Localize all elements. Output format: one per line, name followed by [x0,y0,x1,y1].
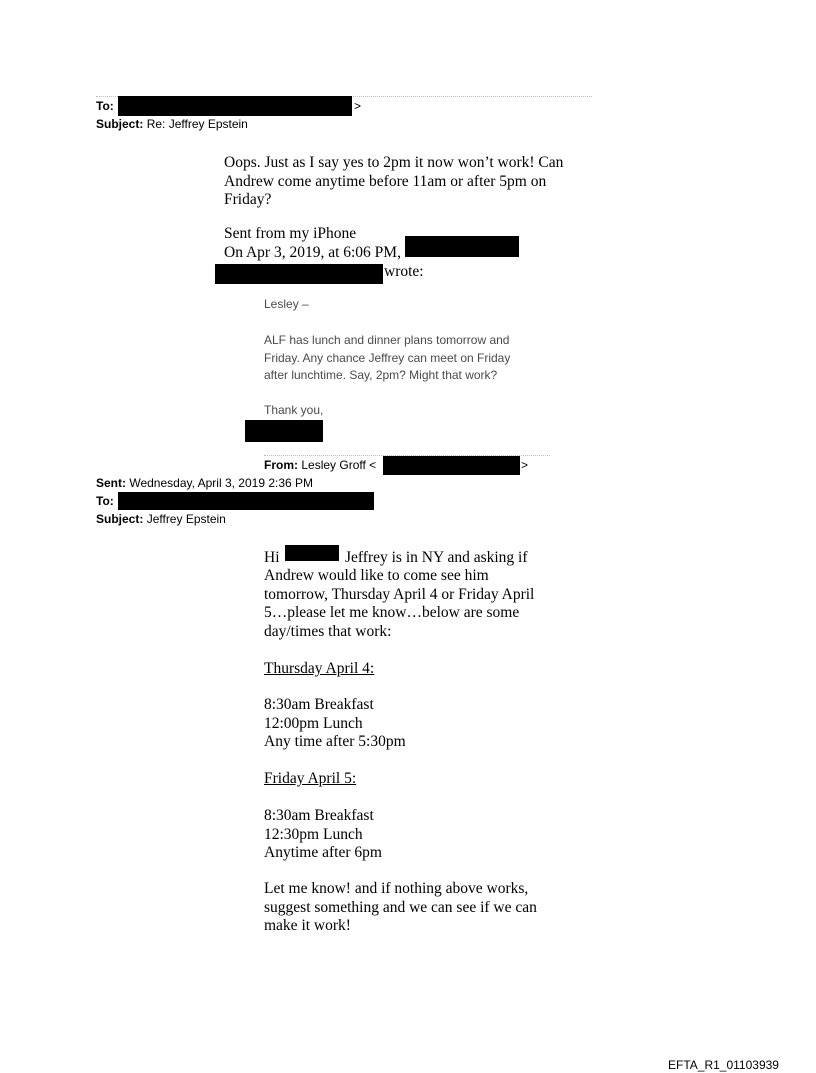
schedule-item: Anytime after 6pm [264,844,382,861]
subject-value: Re: Jeffrey Epstein [146,117,248,131]
reply-line: Friday? [224,191,272,208]
quoted-greeting: Lesley – [264,297,309,311]
from-line [264,458,376,472]
subject-value-2: Jeffrey Epstein [146,512,226,526]
quoted-line: after lunchtime. Say, 2pm? Might that work? [264,368,498,382]
reply-line: Oops. Just as I say yes to 2pm it now won’t work! Can [224,154,564,171]
redacted-signature [245,420,323,442]
intro-rest: Jeffrey is in NY and asking if [345,549,528,566]
quoted-line: Friday. Any chance Jeffrey can meet on Friday [264,350,511,365]
intro-body [264,567,534,641]
quoted-line: ALF has lunch and dinner plans tomorrow and [264,333,510,347]
friday-heading: Friday April 5: [264,770,357,787]
redacted-addressee [285,545,339,561]
schedule-item: 8:30am Breakfast [264,807,374,824]
redacted-to-2 [118,492,374,510]
closing-line: make it work! [264,917,351,934]
reply-body [224,154,563,210]
subject-label-2: Subject: [96,512,144,526]
subject-line [96,117,248,131]
schedule-item: 12:30pm Lunch [264,825,363,843]
document-id: EFTA_R1_01103939 [668,1058,779,1072]
sent-value: Wednesday, April 3, 2019 2:36 PM [129,476,314,490]
from-label: From: [264,458,298,472]
to-label-2: To: [96,494,114,508]
subject-label: Subject: [96,117,144,131]
closing-line: suggest something and we can see if we can [264,898,537,916]
wrote-label: wrote: [384,263,424,280]
schedule-item: 12:00pm Lunch [264,714,363,732]
sent-label: Sent: [96,476,126,490]
reply-line: Andrew come anytime before 11am or after 5pm on [224,172,547,190]
schedule-item: 8:30am Breakfast [264,696,374,713]
from-value: Lesley Groff < [301,458,377,472]
sent-from-signature: Sent from my iPhone [224,225,357,242]
intro-line: 5…please let me know…below are some [264,604,520,621]
quoted-thanks: Thank you, [264,403,324,417]
closing-body [264,880,537,936]
redacted-sender-name [405,236,519,257]
schedule-item: Any time after 5:30pm [264,733,406,750]
redacted-recipient [118,96,352,116]
hi-word: Hi [264,549,280,566]
from-tail: > [521,458,529,472]
thursday-list [264,696,406,752]
to-label: To: [96,99,114,113]
friday-list [264,807,382,863]
intro-line: day/times that work: [264,622,392,640]
sent-line [96,476,313,490]
thursday-heading: Thursday April 4: [264,660,375,677]
redacted-sender-email [215,264,383,284]
intro-line: tomorrow, Thursday April 4 or Friday April [264,585,535,603]
to-tail: > [354,99,362,113]
redacted-from-email [383,456,520,475]
quoted-body [264,332,510,385]
on-date-line: On Apr 3, 2019, at 6:06 PM, [224,244,401,261]
subject-line-2 [96,512,226,526]
intro-line: Andrew would like to come see him [264,567,489,584]
closing-line: Let me know! and if nothing above works, [264,880,529,897]
